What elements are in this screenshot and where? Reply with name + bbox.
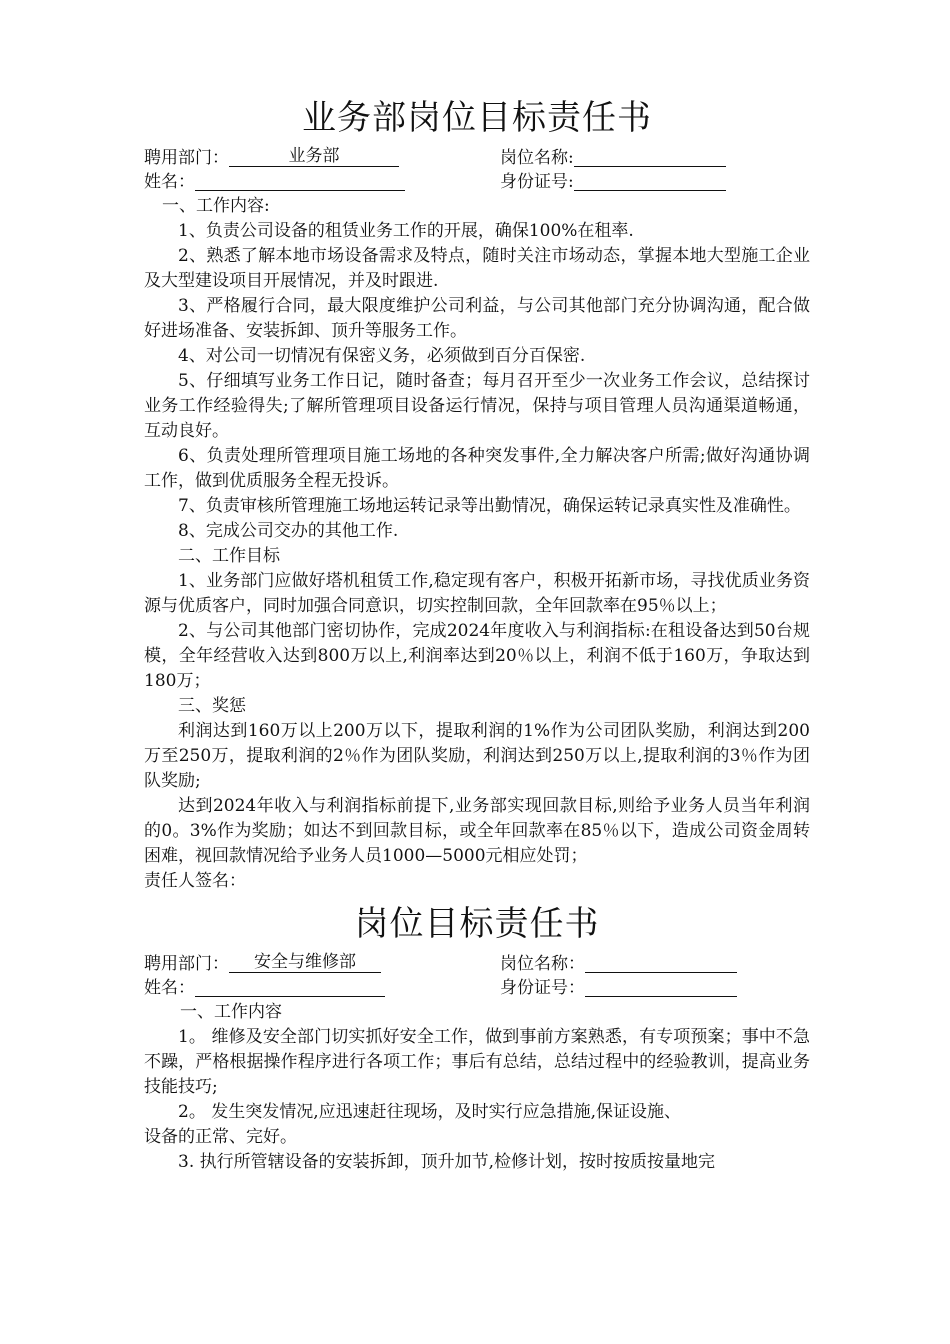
doc1-item-8: 8、完成公司交办的其他工作.	[178, 521, 399, 541]
post-field[interactable]	[574, 146, 726, 167]
doc1-goal-2: 2、与公司其他部门密切协作，完成2024年度收入与利润指标:在租设备达到50台规模，全年经营收入达到800万以上,利润率达到20％以上，利润不低于160万，争取达到180万；	[144, 621, 810, 691]
doc1-reward-2: 达到2024年收入与利润指标前提下,业务部实现回款目标,则给予业务人员当年利润的0。3%作为奖励；如达不到回款目标，或全年回款率在85％以下，造成公司资金周转困难，视回款情况给予业务人员1000—5000元相应处罚；	[144, 796, 810, 866]
doc1-field-row-1	[144, 146, 810, 170]
post-label: 岗位名称：	[500, 954, 585, 974]
post-field[interactable]	[585, 952, 737, 973]
doc2-item-3: 3. 执行所管辖设备的安装拆卸，顶升加节,检修计划，按时按质按量地完	[178, 1152, 716, 1172]
id-field[interactable]	[574, 170, 726, 191]
doc1-title: 业务部岗位目标责任书	[302, 98, 652, 138]
doc1-item-4: 4、对公司一切情况有保密义务，必须做到百分百保密.	[178, 346, 586, 366]
doc1-section-work-content: 一、工作内容:	[162, 196, 270, 216]
name-field[interactable]	[195, 170, 405, 191]
id-label: 身份证号：	[500, 978, 585, 998]
doc2-item-2-continued: 设备的正常、完好。	[144, 1127, 297, 1147]
doc2-title: 岗位目标责任书	[354, 904, 600, 944]
name-field[interactable]	[195, 976, 385, 997]
doc1-item-5: 5、仔细填写业务工作日记，随时备查；每月召开至少一次业务工作会议，总结探讨业务工作经验得失;了解所管理项目设备运行情况，保持与项目管理人员沟通渠道畅通，互动良好。	[144, 371, 810, 441]
dept-field[interactable]: 安全与维修部	[229, 952, 381, 973]
dept-label: 聘用部门：	[144, 148, 229, 168]
doc2-item-1: 1。 维修及安全部门切实抓好安全工作，做到事前方案熟悉，有专项预案；事中不急不躁，严格根据操作程序进行各项工作；事后有总结，总结过程中的经验教训，提高业务技能技巧;	[144, 1027, 810, 1097]
doc1-section-goals: 二、工作目标	[178, 546, 280, 566]
doc1-section-rewards: 三、奖惩	[178, 696, 246, 716]
name-label: 姓名：	[144, 978, 195, 998]
doc1-item-6: 6、负责处理所管理项目施工场地的各种突发事件,全力解决客户所需;做好沟通协调工作，做到优质服务全程无投诉。	[144, 446, 810, 491]
post-label: 岗位名称:	[500, 148, 574, 168]
doc1-reward-1: 利润达到160万以上200万以下，提取利润的1%作为公司团队奖励，利润达到200万至250万，提取利润的2％作为团队奖励，利润达到250万以上,提取利润的3％作为团队奖励;	[144, 721, 810, 791]
doc1-item-3: 3、严格履行合同，最大限度维护公司利益，与公司其他部门充分协调沟通，配合做好进场准备、安装拆卸、顶升等服务工作。	[144, 296, 810, 341]
doc1-item-2: 2、熟悉了解本地市场设备需求及特点，随时关注市场动态，掌握本地大型施工企业及大型建设项目开展情况，并及时跟进.	[144, 246, 810, 291]
doc2-field-row-2	[144, 976, 810, 1000]
id-label: 身份证号:	[500, 172, 574, 192]
doc1-field-row-2	[144, 170, 810, 194]
doc2-section-work-content: 一、工作内容	[180, 1002, 282, 1022]
doc1-item-7: 7、负责审核所管理施工场地运转记录等出勤情况，确保运转记录真实性及准确性。	[178, 496, 801, 516]
doc2-item-2: 2。 发生突发情况,应迅速赶往现场，及时实行应急措施,保证设施、	[178, 1102, 682, 1122]
dept-label: 聘用部门：	[144, 954, 229, 974]
dept-field[interactable]: 业务部	[229, 146, 399, 167]
doc2-field-row-1	[144, 952, 810, 976]
id-field[interactable]	[585, 976, 737, 997]
doc1-item-1: 1、负责公司设备的租赁业务工作的开展，确保100%在租率.	[178, 221, 634, 241]
doc1-signature-label: 责任人签名：	[144, 871, 246, 891]
name-label: 姓名：	[144, 172, 195, 192]
doc1-goal-1: 1、业务部门应做好塔机租赁工作,稳定现有客户，积极开拓新市场，寻找优质业务资源与优质客户，同时加强合同意识，切实控制回款，全年回款率在95％以上；	[144, 571, 810, 616]
document-content	[144, 96, 810, 1175]
